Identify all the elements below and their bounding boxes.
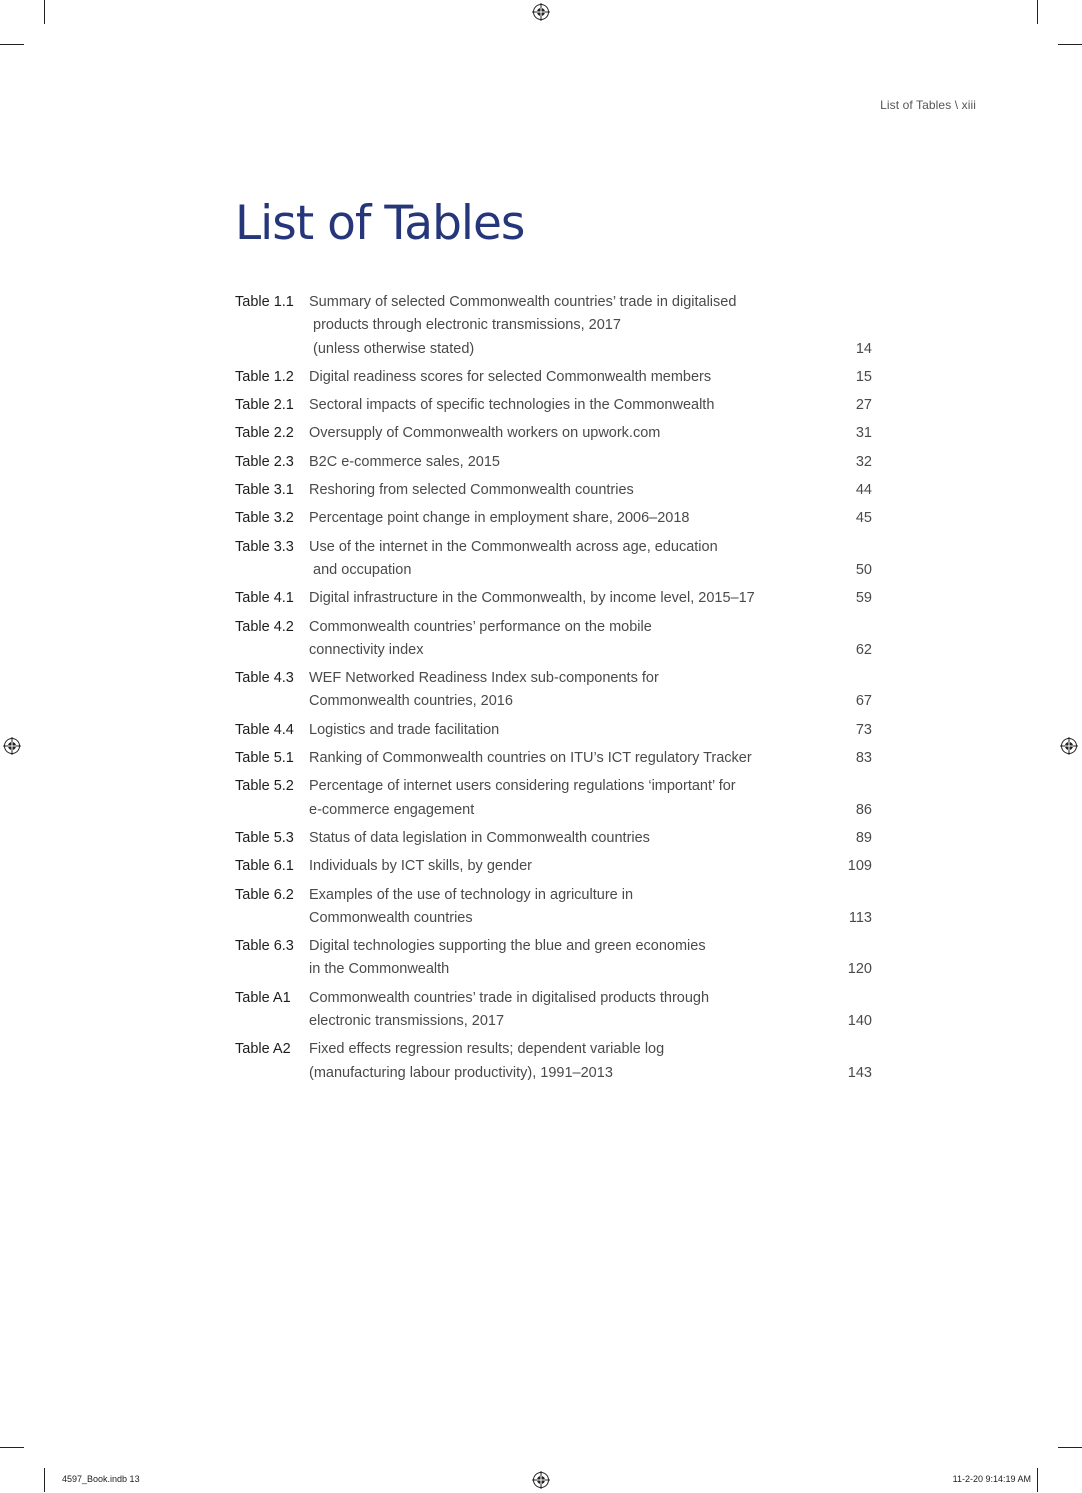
- caption-line: e-commerce engagement: [309, 801, 475, 818]
- table-caption: [309, 536, 832, 583]
- page-number: 45: [855, 510, 872, 527]
- table-caption: [309, 987, 832, 1034]
- list-item[interactable]: [235, 422, 872, 445]
- crop-mark: [0, 1447, 24, 1448]
- list-item[interactable]: [235, 884, 872, 931]
- crop-mark: [44, 0, 45, 24]
- slug-datetime: 11-2-20 9:14:19 AM: [952, 1474, 1031, 1484]
- table-caption: [309, 479, 832, 502]
- caption-line: Reshoring from selected Commonwealth countries: [309, 482, 634, 499]
- list-item[interactable]: [235, 719, 872, 742]
- caption-line: in the Commonwealth: [309, 961, 450, 978]
- caption-line: Use of the internet in the Commonwealth across age, education: [309, 538, 718, 555]
- registration-mark-icon: [532, 3, 550, 21]
- table-caption: [309, 667, 832, 714]
- table-number: Table 4.4: [235, 721, 294, 738]
- list-item[interactable]: [235, 507, 872, 530]
- table-caption: [309, 366, 832, 389]
- caption-line: B2C e-commerce sales, 2015: [309, 453, 500, 470]
- running-head: List of Tables \ xiii: [880, 98, 976, 112]
- caption-line: Percentage of internet users considering regulations ‘important’ for: [309, 778, 736, 795]
- list-item[interactable]: [235, 827, 872, 850]
- crop-mark: [0, 44, 24, 45]
- page-number: 59: [855, 590, 872, 607]
- table-number: Table 3.3: [235, 538, 294, 555]
- table-caption: [309, 855, 832, 878]
- table-caption: [309, 827, 832, 850]
- page-number: 62: [855, 641, 872, 658]
- page-number: 83: [855, 750, 872, 767]
- caption-line: Digital readiness scores for selected Commonwealth members: [309, 368, 712, 385]
- caption-line: Fixed effects regression results; dependent variable log: [309, 1041, 665, 1058]
- table-caption: [309, 587, 832, 610]
- caption-line: Commonwealth countries, 2016: [309, 693, 513, 710]
- caption-line: WEF Networked Readiness Index sub-components for: [309, 670, 659, 687]
- table-number: Table 6.2: [235, 886, 294, 903]
- caption-line: Summary of selected Commonwealth countries’ trade in digitalised: [309, 294, 737, 310]
- list-item[interactable]: [235, 394, 872, 417]
- table-caption: [309, 719, 832, 742]
- caption-line: Percentage point change in employment share, 2006–2018: [309, 510, 690, 527]
- table-caption: [309, 884, 832, 931]
- list-item[interactable]: [235, 536, 872, 583]
- table-number: Table 1.2: [235, 368, 294, 385]
- table-number: Table 6.1: [235, 858, 294, 875]
- table-number: Table 1.1: [235, 294, 294, 310]
- table-caption: [309, 291, 832, 361]
- page-number: 15: [855, 368, 872, 385]
- page-number: 73: [855, 721, 872, 738]
- table-caption: [309, 422, 832, 445]
- list-item[interactable]: [235, 775, 872, 822]
- table-number: Table 4.1: [235, 590, 294, 607]
- table-caption: [309, 616, 832, 663]
- caption-line: Commonwealth countries’ trade in digitalised products through: [309, 989, 710, 1006]
- caption-line: products through electronic transmissions, 2017: [309, 317, 621, 334]
- crop-mark: [1058, 44, 1082, 45]
- list-item[interactable]: [235, 1038, 872, 1085]
- page-number: 67: [855, 693, 872, 710]
- page-number: 31: [855, 425, 872, 442]
- table-caption: [309, 775, 832, 822]
- caption-line: Sectoral impacts of specific technologies in the Commonwealth: [309, 397, 715, 414]
- table-caption: [309, 747, 832, 770]
- list-item[interactable]: [235, 616, 872, 663]
- caption-line: Oversupply of Commonwealth workers on upwork.com: [309, 425, 661, 442]
- table-number: Table 6.3: [235, 938, 294, 955]
- caption-line: electronic transmissions, 2017: [309, 1013, 505, 1030]
- crop-mark: [44, 1468, 45, 1492]
- registration-mark-icon: [3, 737, 21, 755]
- caption-line: Examples of the use of technology in agriculture in: [309, 886, 634, 903]
- table-number: Table 4.3: [235, 670, 294, 687]
- caption-line: Commonwealth countries: [309, 909, 473, 926]
- table-caption: [309, 394, 832, 417]
- list-item[interactable]: [235, 479, 872, 502]
- caption-line: Individuals by ICT skills, by gender: [309, 858, 532, 875]
- table-number: Table 2.3: [235, 453, 294, 470]
- table-number: Table 5.1: [235, 750, 294, 767]
- table-number: Table A2: [235, 1041, 291, 1058]
- table-number: Table 2.1: [235, 397, 294, 414]
- caption-line: (unless otherwise stated): [309, 340, 475, 357]
- page-number: 50: [855, 561, 872, 578]
- list-item[interactable]: [235, 667, 872, 714]
- page-number: 44: [855, 482, 872, 499]
- caption-line: connectivity index: [309, 641, 424, 658]
- page-number: 32: [855, 453, 872, 470]
- list-item[interactable]: [235, 451, 872, 474]
- table-number: Table 5.2: [235, 778, 294, 795]
- list-item[interactable]: [235, 747, 872, 770]
- page-number: 89: [855, 829, 872, 846]
- table-number: Table 3.2: [235, 510, 294, 527]
- page-number: 86: [855, 801, 872, 818]
- list-item[interactable]: [235, 291, 872, 361]
- page-number: 109: [847, 858, 872, 875]
- crop-mark: [1037, 0, 1038, 24]
- registration-mark-icon: [532, 1471, 550, 1489]
- list-item[interactable]: [235, 935, 872, 982]
- list-item[interactable]: [235, 987, 872, 1034]
- caption-line: Ranking of Commonwealth countries on ITU’s ICT regulatory Tracker: [309, 750, 752, 767]
- table-number: Table A1: [235, 989, 291, 1006]
- table-caption: [309, 507, 832, 530]
- page-title: List of Tables: [235, 196, 525, 251]
- caption-line: Digital technologies supporting the blue and green economies: [309, 938, 706, 955]
- table-caption: [309, 1038, 832, 1085]
- caption-line: (manufacturing labour productivity), 1991–2013: [309, 1064, 613, 1081]
- list-item[interactable]: [235, 855, 872, 878]
- crop-mark: [1037, 1468, 1038, 1492]
- table-caption: [309, 935, 832, 982]
- table-number: Table 2.2: [235, 425, 294, 442]
- page-number: 27: [855, 397, 872, 414]
- table-number: Table 5.3: [235, 829, 294, 846]
- page-number: 140: [847, 1013, 872, 1030]
- caption-line: Status of data legislation in Commonwealth countries: [309, 829, 650, 846]
- caption-line: Digital infrastructure in the Commonwealth, by income level, 2015–17: [309, 590, 755, 607]
- page-number: 120: [847, 961, 872, 978]
- table-number: Table 4.2: [235, 618, 294, 635]
- list-item[interactable]: [235, 366, 872, 389]
- page-number: 113: [848, 909, 872, 926]
- caption-line: Commonwealth countries’ performance on the mobile: [309, 618, 652, 635]
- caption-line: and occupation: [309, 561, 412, 578]
- crop-mark: [1058, 1447, 1082, 1448]
- slug-file: 4597_Book.indb 13: [62, 1474, 140, 1484]
- caption-line: Logistics and trade facilitation: [309, 721, 500, 738]
- table-number: Table 3.1: [235, 482, 294, 499]
- list-item[interactable]: [235, 587, 872, 610]
- page-number: 143: [847, 1064, 872, 1081]
- page-number: 14: [855, 340, 872, 357]
- table-caption: [309, 451, 832, 474]
- table-list: [235, 291, 872, 1090]
- registration-mark-icon: [1060, 737, 1078, 755]
